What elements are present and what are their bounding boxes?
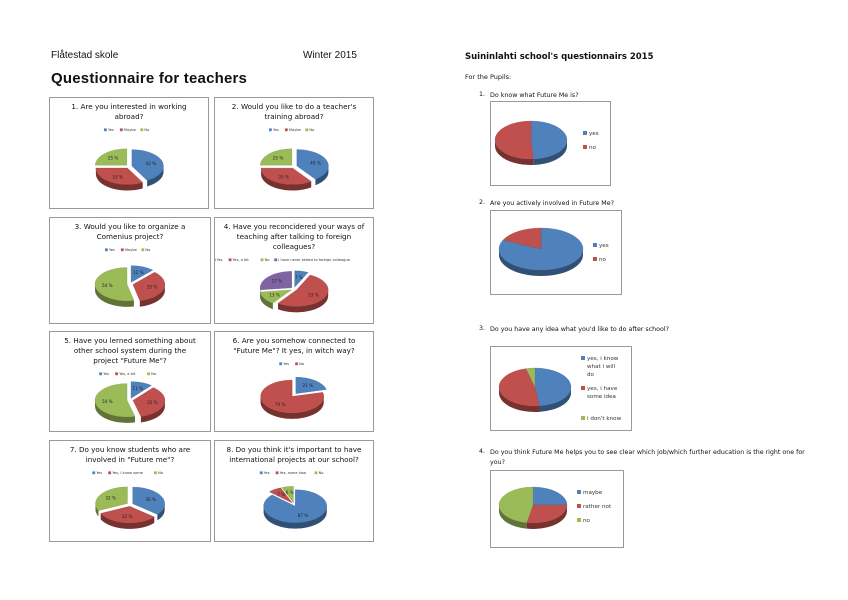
legend-entry [583,131,599,137]
legend-entry [274,258,350,262]
svg-text:Maybe: Maybe [123,128,136,132]
chart-title: 8. Do you think it's important to have [226,445,362,454]
teacher-3-data-label-2: 54 % [101,282,113,288]
legend-entry [108,471,143,475]
svg-text:yes, i have: yes, i have [587,386,618,392]
svg-text:Yes: Yes [283,362,290,366]
svg-text:yes: yes [599,243,609,249]
legend-entry [279,362,289,366]
question-text: Are you actively involved in Future Me? [490,200,614,207]
legend-entry [295,362,304,366]
teacher-7-data-label-2: 32 % [105,495,117,501]
legend-entry [121,248,138,252]
legend-entry [577,504,612,510]
teacher-8-data-label-2: 6 % [285,490,294,496]
teacher-2-data-label-0: 40 % [310,160,321,166]
teacher-chart-7 [49,440,211,542]
legend-entry [104,128,114,132]
teacher-chart-4 [214,217,374,324]
legend-entry [229,258,250,262]
teacher-3-data-label-0: 12 % [133,270,144,276]
teacher-8-data-label-0: 87 % [297,513,309,519]
svg-text:do: do [587,372,594,378]
legend-entry [581,356,619,378]
teacher-5-data-label-1: 35 % [146,400,158,406]
legend-entry [92,471,102,475]
teacher-chart-5 [49,331,211,432]
legend-entry [577,490,603,496]
pupil-4-slice-0 [533,487,567,505]
chart-title: training abroad? [264,112,324,121]
legend-entry [120,128,137,132]
page-title: Questionnaire for teachers [51,70,248,87]
svg-text:yes, i know: yes, i know [587,356,619,362]
teacher-chart-1 [49,97,209,209]
school-name: Flåtestad skole [51,50,119,61]
legend-entry [141,248,150,252]
season-label: Winter 2015 [303,50,357,61]
chart-title: 3. Would you like to organize a [74,222,186,231]
chart-title: colleagues? [272,242,316,251]
svg-text:Yes: Yes [103,372,110,376]
pupil-chart-4 [490,470,624,548]
chart-title: Comenius project? [96,232,164,241]
teacher-5-data-label-2: 54 % [102,399,113,405]
teacher-4-data-label-0: 7 % [294,274,303,280]
question-text: Do know what Future Me is? [490,92,579,99]
legend-entry [105,248,115,252]
right-page-title: Suininlahti school's questionnairs 2015 [465,52,654,62]
teacher-chart-3 [49,217,211,324]
legend-entry [147,372,156,376]
chart-title: 7. Do you know students who are [69,445,191,454]
legend-entry [581,416,622,422]
chart-title: 1. Are you interested in working [71,102,187,111]
chart-title: international projects at our school? [229,455,359,464]
chart-title: teaching after talking to foreign [236,232,352,241]
svg-text:some idea: some idea [587,394,616,400]
svg-text:No: No [151,372,157,376]
teacher-8-data-label-1: 7 % [277,492,286,498]
teacher-3-data-label-1: 35 % [146,284,158,290]
teacher-1-data-label-0: 42 % [145,161,157,167]
svg-text:Yes: Yes [216,258,223,262]
chart-title: project "Future Me"? [93,356,167,365]
legend-entry [593,257,607,263]
svg-text:maybe: maybe [583,490,603,496]
question-number: 2. [479,199,486,206]
pupil-chart-1 [490,101,611,186]
legend-entry [581,386,618,400]
legend-entry [154,471,163,475]
svg-text:i don't know: i don't know [587,416,622,422]
svg-text:Yes: Yes [109,248,115,252]
legend-entry [269,128,279,132]
legend-entry [115,372,136,376]
legend-entry [577,518,591,524]
svg-text:No: No [144,128,150,132]
pupils-subtitle: For the Pupils: [465,73,512,81]
svg-text:Yes: Yes [273,128,279,132]
svg-text:no: no [583,518,590,524]
chart-title: involved in "Future me"? [85,455,175,464]
legend-entry [315,471,324,475]
svg-text:Yes: Yes [108,128,114,132]
teacher-6-data-label-1: 79 % [274,401,286,407]
teacher-2-data-label-1: 35 % [278,174,290,180]
svg-text:Yes, some how: Yes, some how [279,471,307,475]
svg-text:no: no [589,145,596,151]
legend-entry [285,128,302,132]
legend-entry [260,471,270,475]
teacher-1-data-label-2: 25 % [107,155,119,161]
chart-title: 5. Have you lerned something about [64,336,196,345]
pupil-chart-2 [490,210,622,295]
teacher-chart-6 [214,331,374,432]
teacher-chart-2 [214,97,374,209]
legend-entry [140,128,149,132]
legend-entry [593,243,609,249]
teacher-chart-8 [214,440,374,542]
svg-text:No: No [299,362,305,366]
svg-text:No: No [309,128,315,132]
teacher-7-data-label-1: 32 % [121,514,133,520]
svg-text:Yes, a bit: Yes, a bit [119,372,136,376]
legend-entry [99,372,109,376]
svg-text:yes: yes [589,131,599,137]
teacher-4-data-label-3: 27 % [271,278,283,284]
svg-text:Maybe: Maybe [124,248,137,252]
legend-entry [261,258,270,262]
question-text: Do you think Future Me helps you to see clear which job/which further education is the right one for you? [490,449,805,466]
svg-text:I have never talked to foreign: I have never talked to foreign colleague [278,258,350,262]
teacher-5-data-label-0: 11 % [132,386,144,392]
svg-text:Yes, a bit: Yes, a bit [232,258,249,262]
svg-text:no: no [599,257,606,263]
teacher-2-data-label-2: 25 % [272,155,284,161]
svg-text:No: No [318,471,324,475]
question-text: Do you have any idea what you'd like to do after school? [490,326,669,333]
svg-text:No: No [264,258,270,262]
teacher-6-data-label-0: 21 % [302,383,314,389]
legend-entry [583,145,597,151]
svg-text:No: No [145,248,151,252]
pupil-chart-3 [490,346,632,431]
teacher-4-data-label-1: 53 % [308,292,319,298]
teacher-8-slice-0 [264,490,327,523]
svg-text:Yes: Yes [263,471,270,475]
question-number: 4. [479,448,486,455]
svg-text:Yes, I know some: Yes, I know some [112,471,143,475]
chart-title: 4. Have you reconcidered your ways of [223,222,365,231]
question-number: 1. [479,91,486,98]
svg-text:what i will: what i will [587,364,616,370]
legend-entry [215,258,223,262]
svg-text:No: No [158,471,163,475]
teacher-1-data-label-1: 33 % [112,174,123,180]
chart-title: "Future Me"? It yes, in witch way? [233,346,355,355]
svg-text:Yes: Yes [96,471,103,475]
svg-text:rather not: rather not [583,504,612,510]
svg-text:Maybe: Maybe [288,128,301,132]
teacher-4-data-label-2: 13 % [269,292,280,298]
teacher-7-data-label-0: 36 % [145,496,156,502]
question-number: 3. [479,325,486,332]
legend-entry [305,128,314,132]
chart-title: other school system during the [73,346,187,355]
chart-title: abroad? [114,112,144,121]
chart-title: 2. Would you like to do a teacher's [231,102,357,111]
legend-entry [276,471,306,475]
chart-title: 6. Are you somehow connected to [232,336,356,345]
